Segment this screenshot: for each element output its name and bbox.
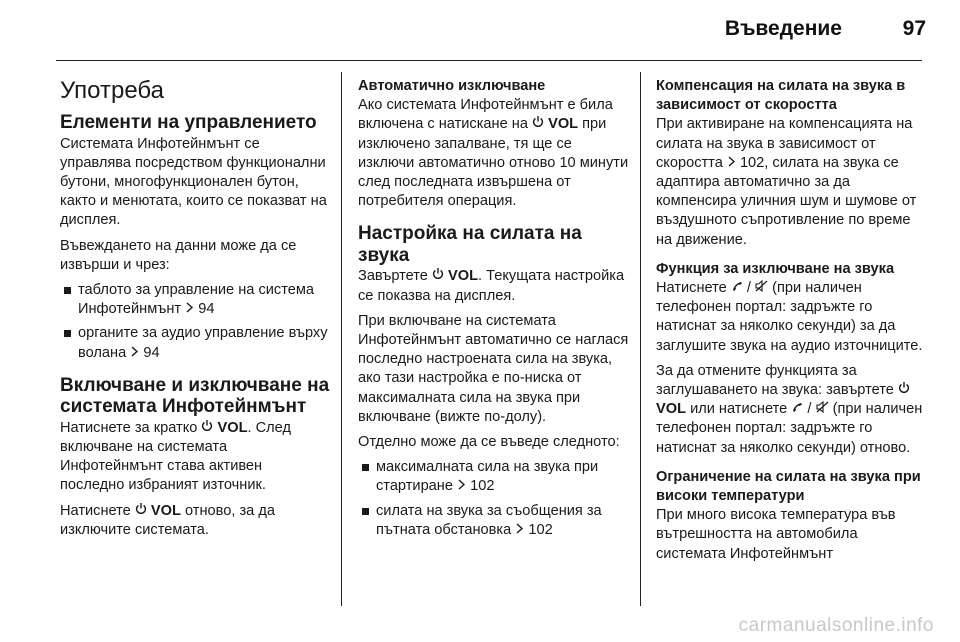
heading-speed-compensation: Компенсация на силата на звука в зависимост от скоростта	[656, 78, 906, 114]
bullet-list	[60, 281, 330, 363]
page-reference-link[interactable]: 94	[198, 301, 215, 318]
header-title: Въведение	[724, 17, 842, 40]
heading-temperature-limit: Ограничение на силата на звука при високи температури	[656, 468, 921, 505]
heading-auto-off: Автоматично изключване	[358, 78, 546, 94]
list-item: таблото за управление на система Инфотейнмънт 94	[60, 281, 330, 319]
paragraph: Натиснете VOL отново, за да изключите системата.	[60, 502, 275, 538]
paragraph: При много висока температура във вътрешността на автомобила системата Инфотейнмънт	[656, 507, 896, 562]
power-icon	[135, 502, 147, 515]
paragraph: При активиране на компенсацията на силата на звука в зависимост от скоростта 102, силата на звука се адаптира автоматично за да компенсира уличния шум и шумове от въздушното съпротивление по време на движение.	[656, 116, 917, 248]
column-divider-1	[341, 72, 342, 606]
paragraph: Натиснете / (при наличен телефонен портал: задръжте го натиснат за няколко секунди) за да заглушите звука на аудио източниците.	[656, 280, 923, 354]
heading-volume-setting: Настройка на силата на звука	[358, 223, 582, 266]
page-reference-arrow-icon	[515, 523, 524, 534]
bullet-list	[358, 458, 630, 540]
page-reference-arrow-icon	[185, 302, 194, 313]
speaker-mute-icon	[755, 280, 768, 292]
heading-power-on-off: Включване и изключване на системата Инфотейнмънт	[60, 374, 330, 418]
column-3	[656, 77, 926, 570]
list-item: органите за аудио управление върху волана 94	[60, 324, 330, 362]
paragraph: Въвеждането на данни може да се извърши и чрез:	[60, 237, 297, 273]
phone-handset-icon	[731, 280, 743, 292]
power-icon	[201, 419, 213, 432]
power-icon	[898, 381, 910, 394]
list-item: силата на звука за съобщения за пътната обстановка 102	[358, 502, 630, 540]
paragraph: За да отмените функцията за заглушаването на звука: завъртете VOL или натиснете / (при наличен телефонен портал: задръжте го натиснат за няколко секунди) отново.	[656, 362, 923, 456]
page-reference-arrow-icon	[727, 156, 736, 167]
paragraph: Натиснете за кратко VOL. След включване на системата Инфотейнмънт става активен последно избраният източник.	[60, 419, 291, 494]
column-2	[358, 77, 630, 546]
column-1	[60, 70, 330, 546]
paragraph: Завъртете VOL. Текущата настройка се показва на дисплея.	[358, 268, 625, 304]
power-icon	[432, 267, 444, 280]
paragraph: Отделно може да се въведе следното:	[358, 434, 620, 451]
page-reference-arrow-icon	[130, 346, 139, 357]
column-divider-2	[640, 72, 641, 606]
heading-controls: Елементи на управлението	[60, 112, 317, 133]
page-reference-arrow-icon	[457, 479, 466, 490]
watermark: carmanualsonline.info	[738, 615, 934, 636]
heading-mute-function: Функция за изключване на звука	[656, 260, 895, 277]
speaker-mute-icon	[816, 401, 829, 413]
header-rule	[56, 60, 922, 61]
page-reference-link[interactable]: 102	[470, 478, 495, 495]
list-item: максималната сила на звука при стартиране 102	[358, 458, 630, 496]
paragraph: Ако системата Инфотейнмънт е била включена с натискане на VOL при изключено запалване, тя ще се изключи автоматично отново 10 минути след последната извършена от потребителя операция.	[358, 97, 629, 210]
section-title-usage: Употреба	[60, 77, 164, 104]
power-icon	[532, 115, 544, 128]
page-reference-link[interactable]: 102	[739, 154, 765, 171]
phone-handset-icon	[791, 401, 803, 413]
page-number: 97	[902, 17, 926, 40]
paragraph: При включване на системата Инфотейнмънт автоматично се наглася последно настроената сила на звука, ако тази настройка е по-ниска от максималната сила на звука при включване (вижте по-долу).	[358, 312, 629, 425]
paragraph: Системата Инфотейнмънт се управлява посредством функционални бутони, многофункционален бутон, както и менютата, които се показват на дисплея.	[60, 135, 327, 229]
page-reference-link[interactable]: 102	[528, 521, 553, 538]
page-reference-link[interactable]: 94	[143, 344, 160, 361]
